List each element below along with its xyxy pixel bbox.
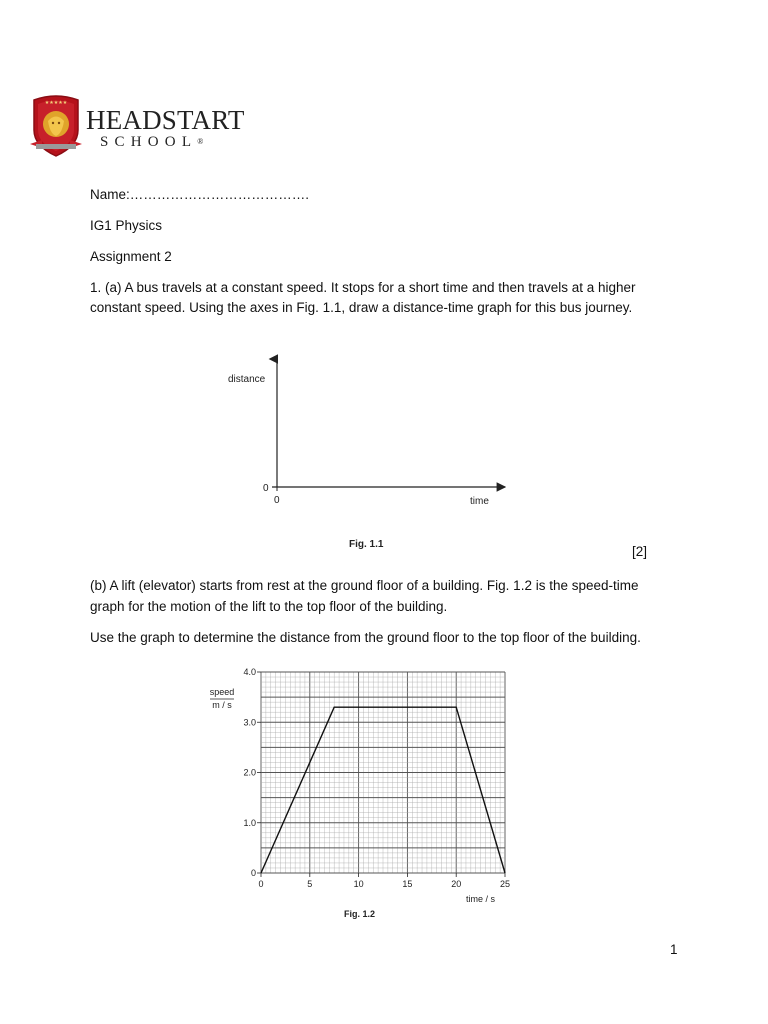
fig2-y-tick-label: 4.0 — [243, 667, 256, 677]
fig-1-2 — [200, 660, 530, 925]
fig1-y-tick-label: 0 — [263, 483, 269, 494]
course-title: IG1 Physics — [90, 218, 163, 233]
fig-1-1 — [220, 345, 540, 560]
logo-wordmark: HEADSTART — [86, 105, 245, 135]
page-number: 1 — [670, 942, 678, 957]
fig2-y-tick-label: 2.0 — [243, 767, 256, 778]
fig2-grid — [261, 672, 505, 873]
fig2-y-unit: m / s — [212, 700, 232, 710]
fig2-x-label: time / s — [466, 894, 496, 904]
fig2-x-tick-label: 25 — [499, 879, 511, 889]
logo-subtitle: SCHOOL® — [100, 134, 204, 150]
fig1-x-tick-label: 0 — [274, 495, 280, 506]
fig1-x-label: time — [470, 496, 489, 507]
q1b-text-line1: (b) A lift (elevator) starts from rest at the ground floor of a building. Fig. 1.2 is the speed-time — [90, 578, 639, 593]
fig2-ticks — [243, 667, 510, 889]
fig2-y-tick-label: 3.0 — [243, 717, 256, 728]
q1a-text-line2: constant speed. Using the axes in Fig. 1.1, draw a distance-time graph for this bus journey. — [90, 300, 633, 315]
fig2-y-tick-label: 1.0 — [243, 817, 256, 828]
q1a-text-line1: 1. (a) A bus travels at a constant speed. It stops for a short time and then travels at a higher — [90, 280, 636, 295]
fig2-x-tick-label: 0 — [258, 879, 264, 889]
fig2-y-label: speed — [209, 687, 235, 697]
fig2-x-tick-label: 5 — [307, 879, 313, 889]
q1b-text-line3: Use the graph to determine the distance from the ground floor to the top floor of the building. — [90, 630, 641, 645]
crest-icon — [28, 94, 84, 158]
fig2-y-tick-label: 0 — [250, 868, 256, 878]
marks-label: [2] — [632, 544, 648, 559]
fig2-x-tick-label: 15 — [402, 879, 413, 889]
fig2-x-tick-label: 20 — [451, 879, 462, 889]
assignment-title: Assignment 2 — [90, 249, 172, 264]
fig2-caption: Fig. 1.2 — [344, 909, 376, 919]
name-line: Name:…………………………………. — [90, 187, 310, 202]
q1b-text-line2: graph for the motion of the lift to the top floor of the building. — [90, 599, 448, 614]
school-logo — [28, 94, 245, 158]
svg-text:★★★★★: ★★★★★ — [44, 100, 68, 106]
fig1-y-label: distance — [228, 374, 266, 385]
fig2-x-tick-label: 10 — [353, 879, 364, 889]
fig1-caption: Fig. 1.1 — [349, 539, 384, 550]
